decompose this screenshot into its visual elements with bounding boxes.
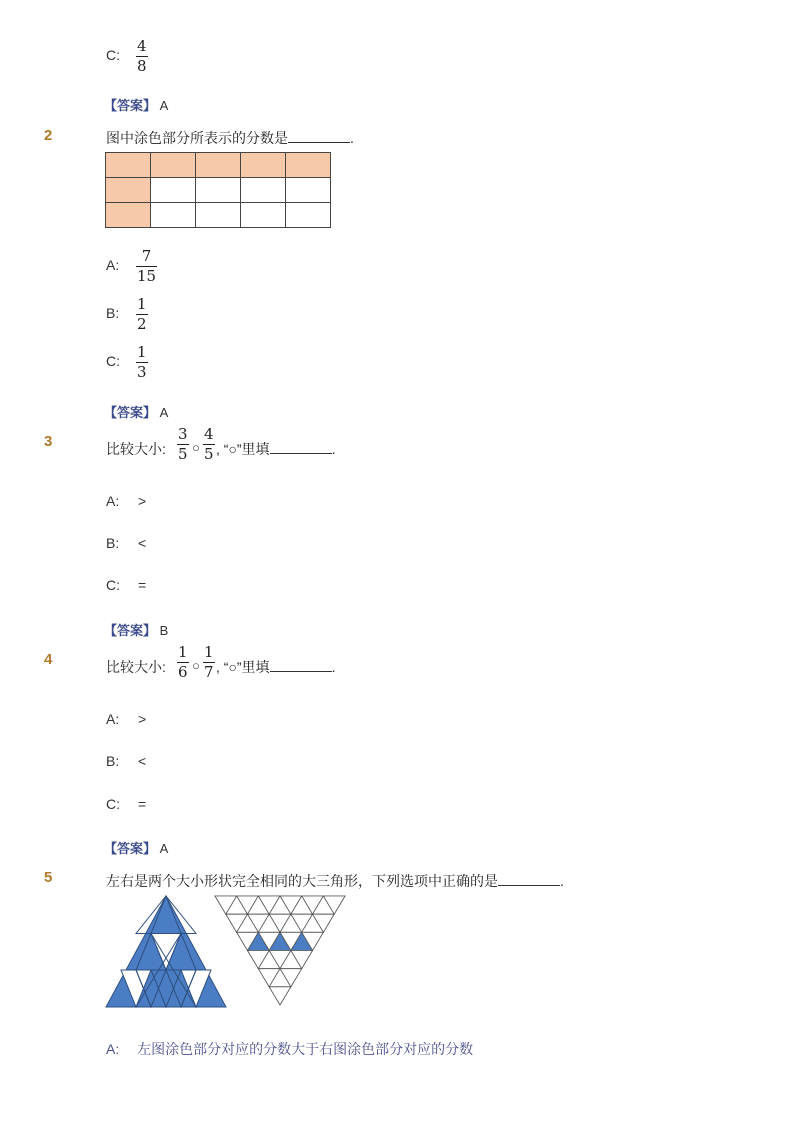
denominator: 8 [137, 57, 147, 75]
q4-option-a-label: A: [106, 711, 120, 727]
q2-option-b-label: B: [106, 305, 120, 321]
denominator: 2 [137, 315, 147, 333]
q3-period: . [331, 441, 336, 457]
q5-option-a [106, 1039, 473, 1059]
q4-option-c-value: = [138, 796, 147, 812]
q4-option-b-value: < [138, 753, 147, 769]
q3-option-c-value: = [138, 577, 147, 593]
q5-stem: 左右是两个大小形状完全相同的大三角形，下列选项中正确的是 [106, 873, 498, 889]
q3-option-a-label: A: [106, 493, 120, 509]
numerator: 7 [141, 247, 152, 265]
q2-stem: 图中涂色部分所表示的分数是 [106, 130, 288, 146]
q4-period: . [331, 659, 336, 675]
q5-text [106, 871, 564, 891]
q3-fraction-1 [177, 426, 189, 463]
compare-circle: ○ [192, 658, 200, 673]
question-number-3: 3 [44, 433, 53, 450]
q4-prefix: 比较大小: [106, 659, 166, 675]
denominator: 6 [178, 663, 188, 681]
denominator: 15 [137, 267, 157, 285]
q3-option-a-value: > [138, 493, 147, 509]
question-number-4: 4 [44, 651, 53, 668]
numerator: 1 [137, 343, 147, 361]
grid-cell [269, 987, 291, 1005]
q5-triangle-figures [104, 893, 350, 1011]
question-number-5: 5 [44, 869, 53, 886]
q2-period: . [350, 130, 354, 146]
answer-blank [498, 873, 560, 886]
q3-option-c-label: C: [106, 577, 120, 593]
q5-option-a-value: 左图涂色部分对应的分数大于右图涂色部分对应的分数 [137, 1041, 474, 1057]
q1-answer [104, 95, 168, 114]
q2-option-c-fraction [136, 344, 148, 381]
answer-blank [270, 659, 332, 672]
answer-value: A [159, 405, 169, 420]
q4-option-a-value: > [138, 711, 147, 727]
answer-tag: 【答案】 [104, 98, 157, 113]
answer-tag: 【答案】 [104, 405, 157, 420]
q4-option-b-label: B: [106, 753, 120, 769]
q5-period: . [560, 873, 564, 889]
left-triangle [106, 896, 226, 1007]
numerator: 4 [137, 37, 147, 55]
q3-option-b-value: < [138, 535, 147, 551]
denominator: 5 [204, 445, 214, 463]
q3-fraction-2 [203, 426, 215, 463]
q4-fraction-1 [177, 644, 189, 681]
q2-option-b-fraction [136, 296, 148, 333]
q2-text [106, 128, 354, 148]
denominator: 5 [178, 445, 188, 463]
q4-option-c-label: C: [106, 796, 120, 812]
q5-option-a-label: A: [106, 1041, 120, 1057]
q2-option-c-label: C: [106, 353, 120, 369]
q3-option-b-label: B: [106, 535, 120, 551]
q4-suffix: , “○”里填 [216, 659, 270, 675]
q1-option-c-label: C: [106, 47, 120, 63]
q2-answer [104, 402, 168, 421]
answer-tag: 【答案】 [104, 841, 157, 856]
denominator: 3 [137, 363, 147, 381]
q3-suffix-line [216, 439, 335, 459]
answer-blank [288, 130, 350, 143]
answer-blank [270, 441, 332, 454]
q2-option-a-label: A: [106, 257, 120, 273]
q1-option-c-fraction [136, 38, 148, 75]
answer-value: B [159, 623, 169, 638]
q2-fraction-grid [105, 152, 331, 228]
numerator: 4 [204, 425, 214, 443]
numerator: 3 [178, 425, 188, 443]
q2-option-a-fraction [136, 248, 157, 285]
q3-prefix: 比较大小: [106, 441, 166, 457]
denominator: 7 [204, 663, 214, 681]
q3-suffix: , “○”里填 [216, 441, 270, 457]
q4-fraction-2 [203, 644, 215, 681]
right-triangle-grid [215, 896, 345, 1005]
answer-value: A [159, 98, 169, 113]
answer-tag: 【答案】 [104, 623, 157, 638]
numerator: 1 [178, 643, 188, 661]
q4-suffix-line [216, 657, 335, 677]
question-number-2: 2 [44, 127, 53, 144]
numerator: 1 [137, 295, 147, 313]
numerator: 1 [204, 643, 214, 661]
q3-answer [104, 620, 168, 639]
compare-circle: ○ [192, 440, 200, 455]
q4-answer [104, 838, 168, 857]
answer-value: A [159, 841, 169, 856]
